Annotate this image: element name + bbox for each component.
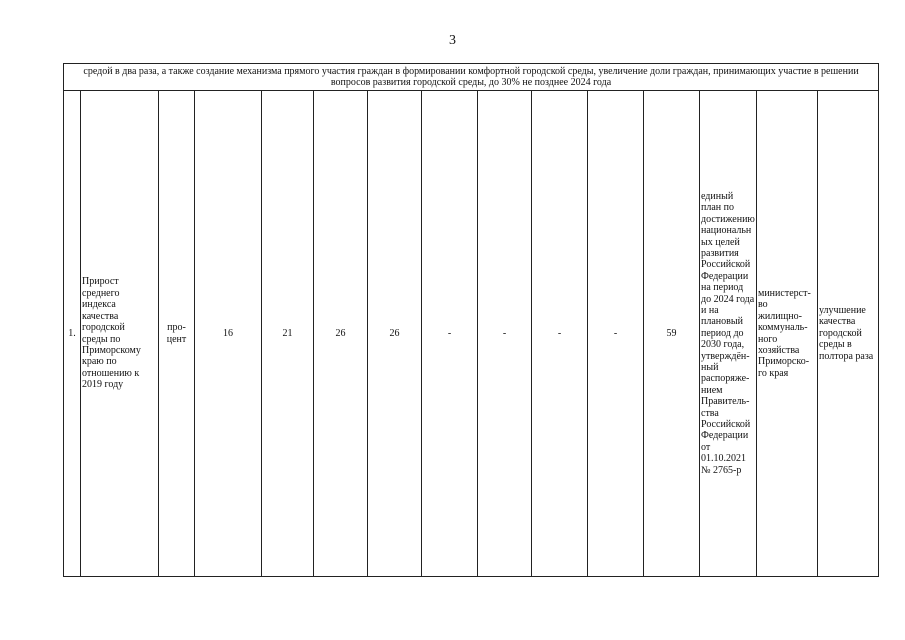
responsible-body-text: министерст- во жилищно- коммуналь- ного хозяйства Приморско- го края [758, 287, 811, 379]
indicator-name [81, 91, 159, 577]
value-cell: - [478, 91, 532, 577]
value-cell: - [588, 91, 644, 577]
value-cell: 16 [195, 91, 262, 577]
value-cell: 59 [644, 91, 700, 577]
row-number: 1. [64, 91, 81, 577]
unit-text: про- цент [166, 322, 187, 345]
expected-result [818, 91, 879, 577]
goal-header-text: средой в два раза, а также создание механизма прямого участия граждан в формировании комфортной городской среды, увеличение доли граждан, принимающих участие в решении вопросов развития городской среды, до 30% не позднее 2024 года [64, 64, 879, 91]
page-number: 3 [449, 33, 456, 48]
indicator-name-text: Прирост среднего индекса качества городской среды по Приморскому краю по отношению к 2019 году [82, 276, 141, 391]
value-cell: 26 [314, 91, 368, 577]
indicator-table [63, 63, 879, 577]
expected-result-text: улучшение качества городской среды в полтора раза [819, 304, 874, 362]
basis-document-text: единый план по достижению национальн ых целей развития Российской Федерации на период до 2024 года и на плановый период до 2030 года, утверждён- ный распоряже- нием Правитель- ства Российской Федерации от 01.10.2021 № 2765-р [701, 190, 755, 476]
value-cell: 26 [368, 91, 422, 577]
value-cell: 21 [262, 91, 314, 577]
value-cell: - [422, 91, 478, 577]
table-row [64, 91, 879, 577]
value-cell: - [532, 91, 588, 577]
responsible-body [757, 91, 818, 577]
unit-cell [159, 91, 195, 577]
basis-document [700, 91, 757, 577]
